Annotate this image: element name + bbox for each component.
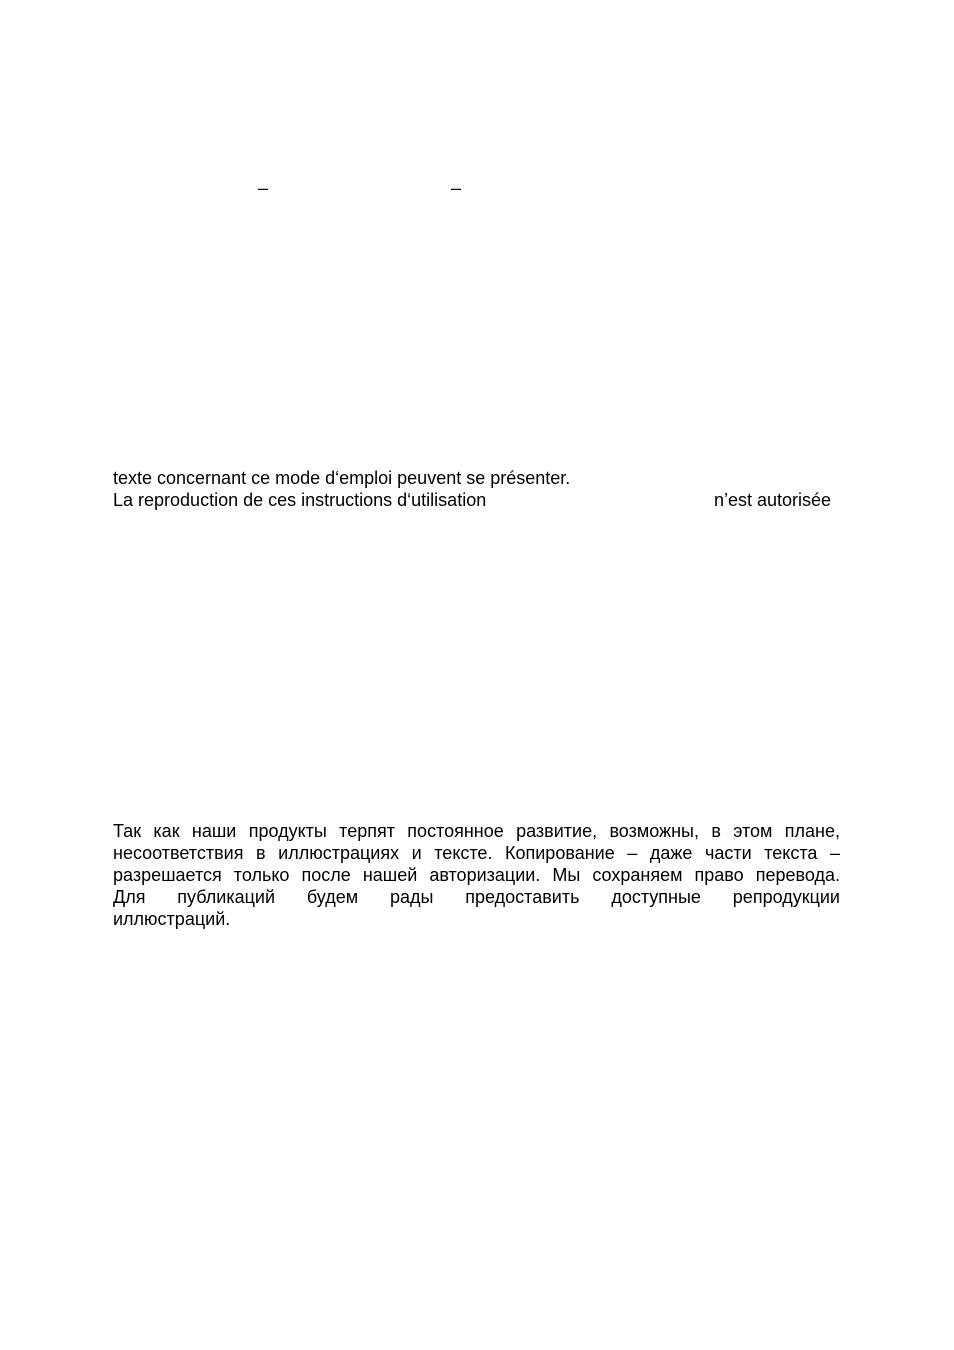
header-dash-2: –: [451, 178, 462, 198]
russian-line-2: несоответствия в иллюстрациях и тексте. Копирование – даже части текста –: [113, 843, 840, 863]
french-text-line-2-left: La reproduction de ces instructions d‘utilisation: [113, 490, 487, 510]
french-text-line-1: texte concernant ce mode d‘emploi peuvent se présenter.: [113, 468, 571, 488]
russian-line-5: иллюстраций.: [113, 909, 231, 929]
russian-paragraph: [113, 820, 840, 930]
russian-line-3: разрешается только после нашей авторизации. Мы сохраняем право перевода.: [113, 865, 840, 885]
russian-line-1: Так как наши продукты терпят постоянное развитие, возможны, в этом плане,: [113, 821, 840, 841]
header-dash-1: –: [258, 178, 269, 198]
french-text-line-2-right: n’est autorisée: [714, 490, 832, 510]
russian-line-4: Для публикаций будем рады предоставить доступные репродукции: [113, 887, 840, 907]
